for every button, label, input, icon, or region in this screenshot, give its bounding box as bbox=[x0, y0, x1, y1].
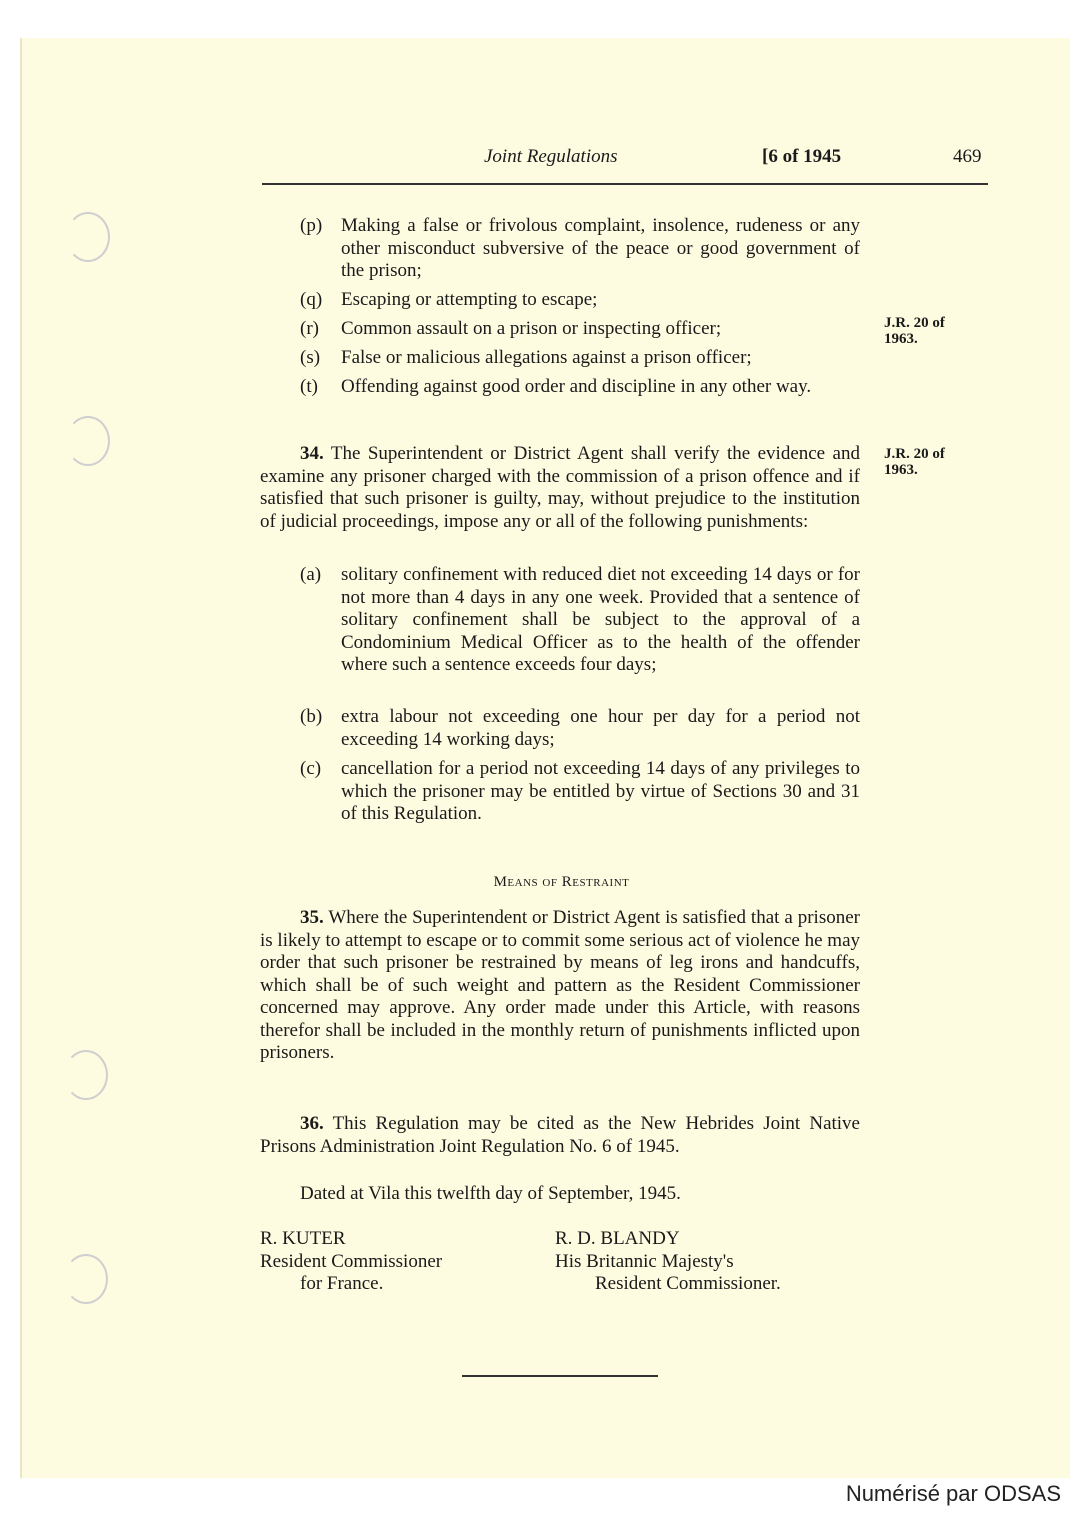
section-heading bbox=[0, 874, 1073, 891]
list-item bbox=[300, 758, 860, 826]
header-act-reference: [6 of 1945 bbox=[762, 146, 842, 167]
list-item bbox=[300, 564, 860, 677]
dated-line: Dated at Vila this twelfth day of September, 1945. bbox=[300, 1183, 681, 1204]
list-item bbox=[300, 318, 860, 341]
list-item bbox=[300, 706, 860, 751]
list-item bbox=[300, 215, 860, 283]
signatory-title: His Britannic Majesty's bbox=[555, 1250, 734, 1272]
signatory-title: Resident Commissioner bbox=[260, 1250, 443, 1272]
item-label: (b) bbox=[300, 706, 323, 727]
section-34 bbox=[260, 443, 860, 533]
punch-hole bbox=[64, 1050, 108, 1100]
item-label: (p) bbox=[300, 215, 323, 236]
section-text: Where the Superintendent or District Agent is satisfied that a prisoner is likely to attempt to escape or to commit some serious act of violence he may order that such prisoner be restrained by means of leg irons and handcuffs, which shall be of such weight and pattern as the Resident Commissioner concerned may approve. Any order made under this Article, with reasons therefor shall be included in the monthly return of punishments inflicted upon prisoners. bbox=[260, 907, 860, 1063]
page-edge bbox=[20, 38, 22, 1478]
item-text: Making a false or frivolous complaint, insolence, rudeness or any other misconduct subversive of the peace or good government of the prison; bbox=[341, 215, 860, 281]
list-item bbox=[300, 289, 860, 312]
section-number: 35. bbox=[300, 907, 324, 928]
punch-hole bbox=[66, 416, 110, 466]
heading-text: Means of Restraint bbox=[493, 874, 630, 890]
item-text: Common assault on a prison or inspecting officer; bbox=[341, 318, 722, 339]
list-item bbox=[300, 347, 860, 370]
item-label: (r) bbox=[300, 318, 319, 339]
section-text: The Superintendent or District Agent shall verify the evidence and examine any prisoner charged with the commission of a prison offence and if satisfied that such prisoner is guilty, may, without prejudice to the institution of judicial proceedings, impose any or all of the following punishments: bbox=[260, 443, 860, 532]
punch-hole bbox=[66, 212, 110, 262]
margin-note: J.R. 20 of 1963. bbox=[884, 446, 945, 478]
section-36 bbox=[260, 1113, 860, 1158]
section-number: 36. bbox=[300, 1113, 324, 1134]
digitization-credit: Numérisé par ODSAS bbox=[845, 1481, 1061, 1506]
header-title: Joint Regulations bbox=[484, 146, 618, 167]
item-text: solitary confinement with reduced diet not exceeding 14 days or for not more than 4 days in any one week. Provided that a sentence of solitary confinement shall be subject to the approval of a Condominium Medical Officer as to the health of the offender where such a sentence exceeds four days; bbox=[341, 564, 860, 675]
signature-left bbox=[260, 1228, 442, 1296]
item-text: extra labour not exceeding one hour per day for a period not exceeding 14 working days; bbox=[341, 706, 860, 750]
list-item bbox=[300, 376, 860, 399]
margin-note: J.R. 20 of 1963. bbox=[884, 315, 945, 347]
item-text: Escaping or attempting to escape; bbox=[341, 289, 598, 310]
item-label: (a) bbox=[300, 564, 322, 585]
item-label: (s) bbox=[300, 347, 321, 368]
signatory-title-cont: for France. bbox=[300, 1273, 384, 1294]
signatory-title-cont: Resident Commissioner. bbox=[595, 1273, 781, 1294]
item-text: cancellation for a period not exceeding 14 days of any privileges to which the prisoner may be entitled by virtue of Sections 30 and 31 of this Regulation. bbox=[341, 758, 860, 824]
page-number: 469 bbox=[953, 146, 982, 167]
item-text: False or malicious allegations against a prison officer; bbox=[341, 347, 752, 368]
signatory-name: R. KUTER bbox=[260, 1228, 346, 1249]
end-rule bbox=[462, 1375, 658, 1377]
punch-hole bbox=[64, 1254, 108, 1304]
section-text: This Regulation may be cited as the New Hebrides Joint Native Prisons Administration Joint Regulation No. 6 of 1945. bbox=[260, 1113, 860, 1157]
section-number: 34. bbox=[300, 443, 324, 464]
item-text: Offending against good order and discipline in any other way. bbox=[341, 376, 812, 397]
item-label: (q) bbox=[300, 289, 323, 310]
signature-right bbox=[555, 1228, 781, 1296]
header-rule bbox=[262, 183, 988, 185]
signatory-name: R. D. BLANDY bbox=[555, 1228, 680, 1249]
item-label: (c) bbox=[300, 758, 322, 779]
running-header bbox=[0, 146, 1073, 176]
section-35 bbox=[260, 907, 860, 1065]
item-label: (t) bbox=[300, 376, 318, 397]
